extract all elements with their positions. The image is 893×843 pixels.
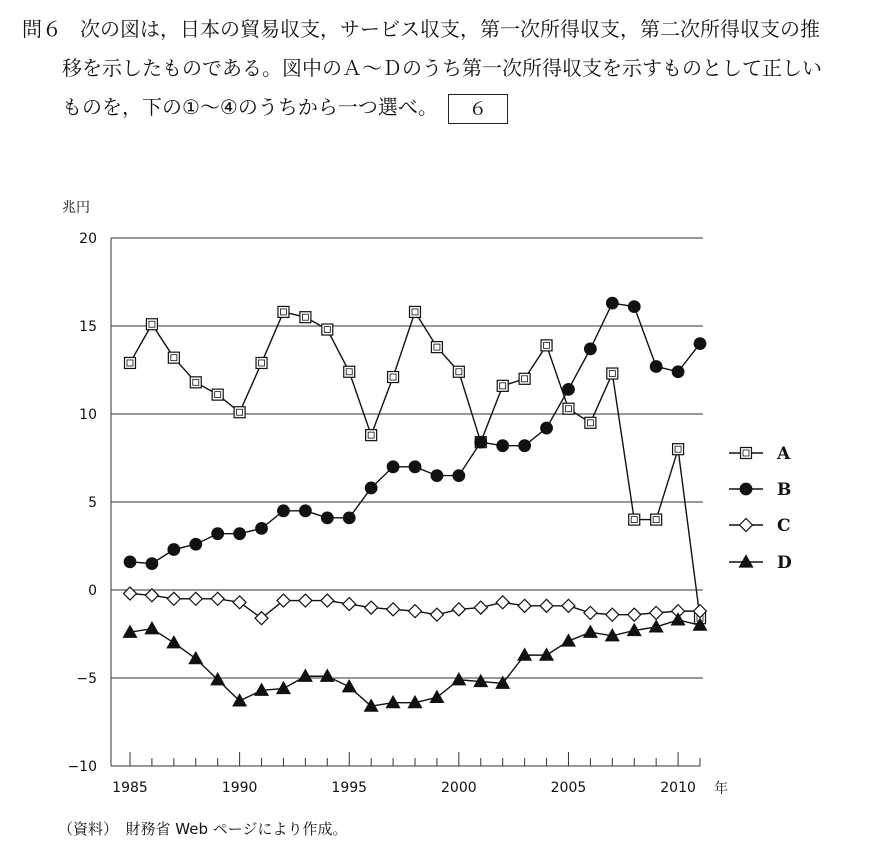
legend-marker bbox=[740, 483, 752, 495]
data-point-C bbox=[562, 599, 575, 612]
data-point-B bbox=[300, 505, 312, 517]
y-tick-label: 20 bbox=[79, 231, 97, 247]
data-point-B bbox=[278, 505, 290, 517]
y-tick-label: 5 bbox=[88, 495, 97, 511]
series-D bbox=[124, 613, 707, 711]
data-point-A bbox=[212, 389, 223, 400]
x-tick-label: 2010 bbox=[660, 780, 696, 796]
data-point-A bbox=[366, 430, 377, 441]
question-number: 問６ bbox=[22, 17, 62, 41]
legend-item-B bbox=[729, 480, 791, 500]
x-tick-label: 1985 bbox=[112, 780, 148, 796]
data-point-D bbox=[518, 649, 531, 661]
data-point-A bbox=[519, 373, 530, 384]
answer-box[interactable]: ６ bbox=[448, 94, 508, 124]
data-point-C bbox=[145, 589, 158, 602]
question-line-1-text: 次の図は，日本の貿易収支，サービス収支，第一次所得収支，第二次所得収支の推 bbox=[80, 17, 820, 41]
x-tick-label: 1995 bbox=[331, 780, 368, 796]
data-point-B bbox=[585, 343, 597, 355]
data-point-B bbox=[168, 544, 180, 556]
data-point-C bbox=[474, 601, 487, 614]
data-point-D bbox=[387, 696, 400, 708]
data-point-C bbox=[343, 598, 356, 611]
data-point-B bbox=[234, 528, 246, 540]
y-tick-label: 0 bbox=[88, 583, 97, 599]
data-point-D bbox=[584, 626, 597, 638]
data-point-B bbox=[628, 301, 640, 313]
data-point-A bbox=[322, 324, 333, 335]
series-B bbox=[124, 297, 706, 569]
data-point-D bbox=[277, 682, 290, 694]
data-point-C bbox=[496, 596, 509, 609]
legend-label: B bbox=[777, 480, 792, 500]
x-axis-label: 年 bbox=[714, 781, 728, 797]
data-point-B bbox=[431, 470, 443, 482]
data-point-D bbox=[430, 691, 443, 703]
data-point-D bbox=[321, 670, 334, 682]
legend-label: A bbox=[777, 444, 791, 464]
legend-label: D bbox=[777, 553, 792, 573]
data-point-B bbox=[387, 461, 399, 473]
data-point-C bbox=[650, 606, 663, 619]
y-axis-label: 兆円 bbox=[62, 200, 90, 216]
data-point-A bbox=[431, 342, 442, 353]
data-point-D bbox=[562, 635, 575, 647]
data-point-A bbox=[388, 372, 399, 383]
data-point-A bbox=[300, 312, 311, 323]
data-point-A bbox=[234, 407, 245, 418]
data-point-A bbox=[629, 514, 640, 525]
data-point-D bbox=[145, 622, 158, 634]
data-point-A bbox=[125, 357, 136, 368]
data-point-C bbox=[409, 605, 422, 618]
data-point-A bbox=[168, 352, 179, 363]
y-tick-label: 15 bbox=[79, 319, 97, 335]
data-point-D bbox=[672, 613, 685, 625]
x-tick-label: 2000 bbox=[441, 780, 477, 796]
data-point-A bbox=[563, 403, 574, 414]
data-point-C bbox=[540, 599, 553, 612]
data-point-C bbox=[167, 592, 180, 605]
data-point-B bbox=[672, 366, 684, 378]
question-line-2: 移を示したものである。図中のＡ～Ｄのうち第一次所得収支を示すものとして正しい bbox=[62, 56, 822, 80]
data-point-B bbox=[475, 436, 487, 448]
data-point-C bbox=[189, 592, 202, 605]
data-point-B bbox=[497, 440, 509, 452]
question-line-3-text: ものを，下の①～④のうちから一つ選べ。 bbox=[62, 95, 438, 119]
data-point-C bbox=[606, 608, 619, 621]
legend-marker bbox=[740, 519, 753, 532]
data-point-C bbox=[387, 603, 400, 616]
source-note: （資料） 財務省 Web ページにより作成。 bbox=[58, 820, 348, 838]
data-point-A bbox=[344, 366, 355, 377]
data-point-D bbox=[540, 649, 553, 661]
data-point-A bbox=[410, 306, 421, 317]
data-point-A bbox=[497, 380, 508, 391]
data-point-C bbox=[233, 596, 246, 609]
data-point-B bbox=[650, 361, 662, 373]
data-point-B bbox=[409, 461, 421, 473]
data-point-A bbox=[585, 417, 596, 428]
data-point-B bbox=[519, 440, 531, 452]
data-point-C bbox=[124, 587, 137, 600]
y-tick-label: −10 bbox=[67, 759, 97, 775]
legend-marker bbox=[740, 556, 753, 568]
data-point-C bbox=[430, 608, 443, 621]
data-point-D bbox=[343, 680, 356, 692]
data-point-C bbox=[299, 594, 312, 607]
legend bbox=[729, 444, 792, 573]
data-point-A bbox=[453, 366, 464, 377]
data-point-B bbox=[190, 538, 202, 550]
data-point-C bbox=[365, 601, 378, 614]
legend-item-A bbox=[729, 444, 791, 464]
data-point-D bbox=[189, 652, 202, 664]
data-point-A bbox=[278, 306, 289, 317]
legend-marker bbox=[741, 448, 752, 459]
data-point-B bbox=[146, 558, 158, 570]
data-point-B bbox=[124, 556, 136, 568]
data-point-A bbox=[651, 514, 662, 525]
legend-item-D bbox=[729, 553, 792, 573]
data-point-C bbox=[518, 599, 531, 612]
legend-item-C bbox=[729, 516, 791, 536]
data-point-C bbox=[452, 603, 465, 616]
data-point-B bbox=[541, 422, 553, 434]
series-line-B bbox=[130, 303, 700, 563]
data-point-A bbox=[256, 357, 267, 368]
data-point-A bbox=[541, 340, 552, 351]
y-tick-label: 10 bbox=[79, 407, 97, 423]
data-point-B bbox=[694, 338, 706, 350]
data-point-C bbox=[211, 592, 224, 605]
data-point-D bbox=[452, 673, 465, 685]
data-point-B bbox=[343, 512, 355, 524]
data-point-C bbox=[584, 606, 597, 619]
data-point-B bbox=[607, 297, 619, 309]
legend-label: C bbox=[777, 516, 791, 536]
data-point-A bbox=[607, 368, 618, 379]
data-point-A bbox=[673, 444, 684, 455]
data-point-B bbox=[322, 512, 334, 524]
data-point-C bbox=[321, 594, 334, 607]
series-group bbox=[124, 297, 707, 711]
data-point-D bbox=[299, 670, 312, 682]
x-tick-label: 2005 bbox=[550, 780, 587, 796]
data-point-D bbox=[167, 636, 180, 648]
y-tick-label: −5 bbox=[76, 671, 97, 687]
data-point-B bbox=[256, 523, 268, 535]
data-point-B bbox=[365, 482, 377, 494]
data-point-A bbox=[146, 319, 157, 330]
data-point-B bbox=[212, 528, 224, 540]
x-tick-label: 1990 bbox=[221, 780, 258, 796]
data-point-C bbox=[628, 608, 641, 621]
data-point-B bbox=[563, 384, 575, 396]
data-point-A bbox=[190, 377, 201, 388]
data-point-B bbox=[453, 470, 465, 482]
series-C bbox=[124, 587, 707, 625]
